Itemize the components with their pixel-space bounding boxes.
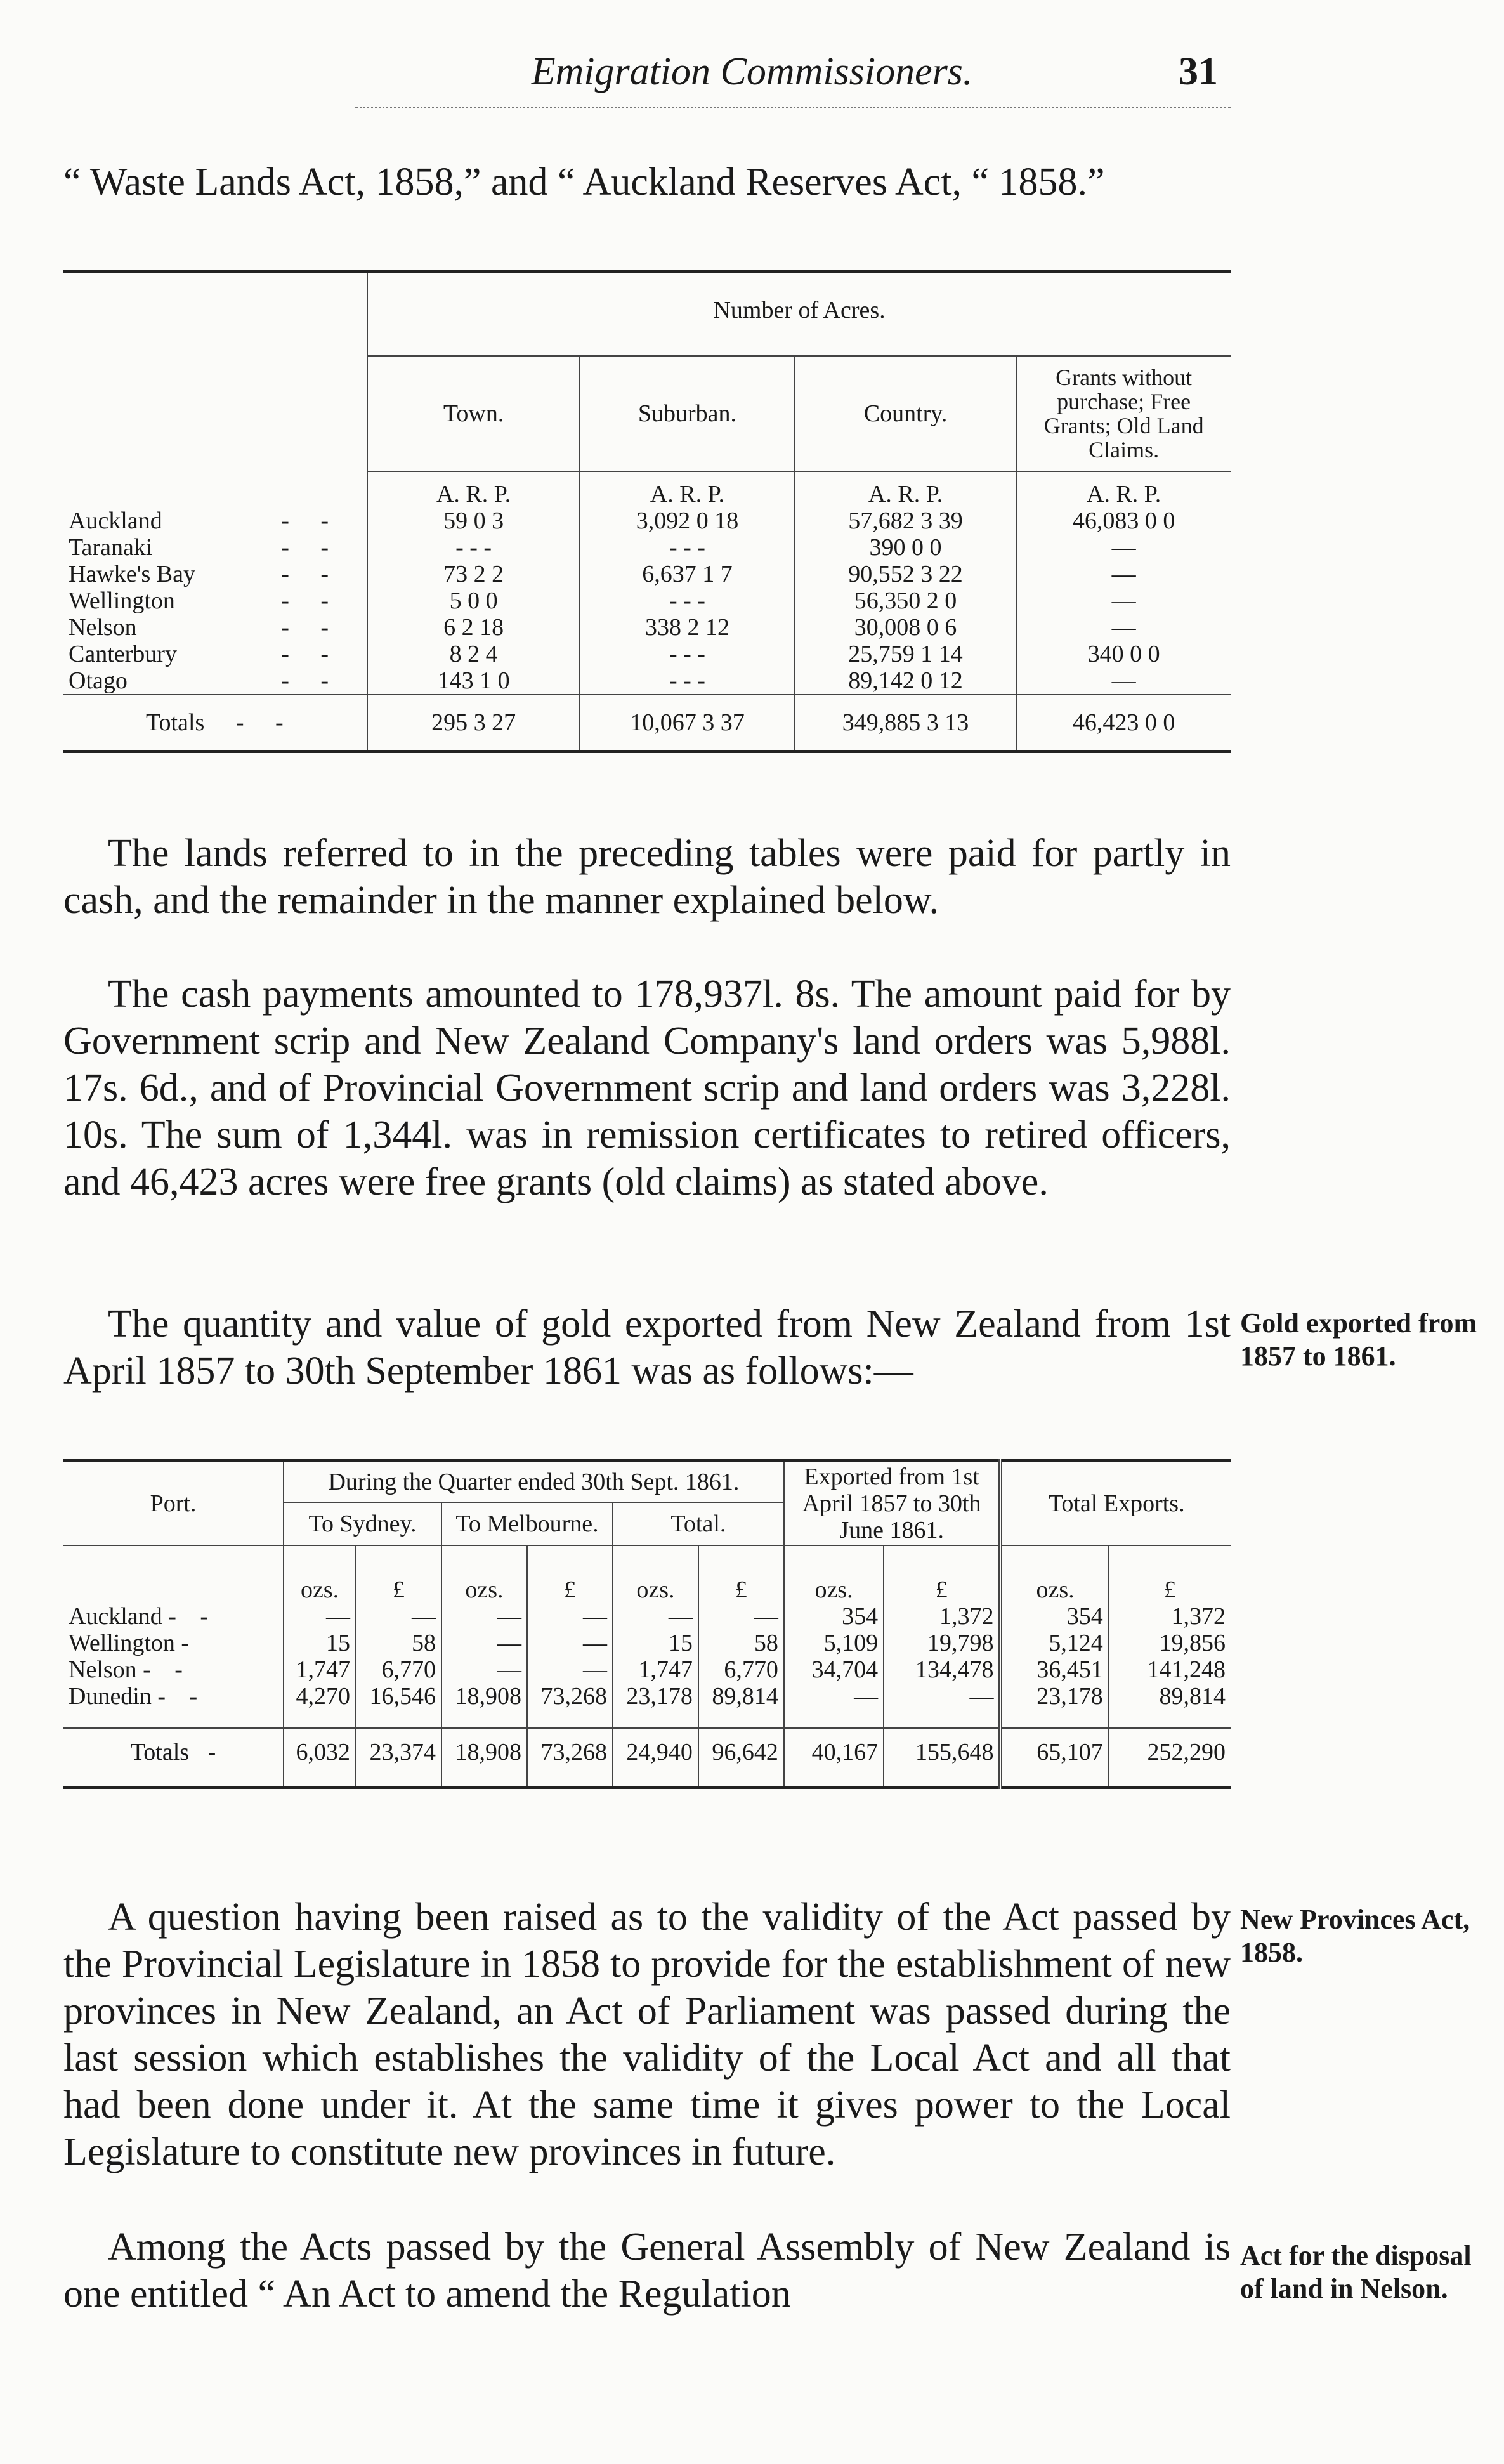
unit-pounds: £ [698, 1545, 784, 1603]
row-name: Hawke's Bay [69, 561, 195, 587]
col-town: Town. [367, 356, 580, 471]
unit-ozs: ozs. [1000, 1545, 1108, 1603]
paragraph-1: The lands referred to in the preceding tables were paid for partly in cash, and the remainder in the manner explained below. [63, 832, 1231, 922]
col-to-sydney: To Sydney. [284, 1502, 441, 1545]
col-exported: Exported from 1st April 1857 to 30th June 1861. [784, 1461, 1001, 1546]
total-grants: 46,423 0 0 [1016, 695, 1231, 752]
unit-ozs: ozs. [441, 1545, 527, 1603]
gold-table [63, 1459, 1231, 1789]
margin-note-provinces: New Provinces Act, 1858. [1240, 1904, 1470, 1968]
page-number: 31 [1179, 50, 1218, 93]
gold-row: Auckland - - — — — — — — 354 1,372 354 1,372 [63, 1603, 1231, 1630]
paragraph-4: A question having been raised as to the validity of the Act passed by the Provincial Legislature in 1858 to provide for the establishment of new provinces in New Zealand, an Act of Parliament was passed during the last session which establishes the validity of the Local Act and all that had been done under it. At the same time it gives power to the Local Legislature to constitute new provinces in future. [63, 1896, 1231, 2173]
total-town: 295 3 27 [367, 695, 580, 752]
units-country: A. R. P. [795, 471, 1016, 508]
col-suburban: Suburban. [580, 356, 795, 471]
col-to-melbourne: To Melbourne. [441, 1502, 613, 1545]
col-quarter: During the Quarter ended 30th Sept. 1861. [284, 1461, 784, 1503]
acres-table: Number of Acres. Town. Suburban. Country. Grants without purchase; Free Grants; Old Land Claims. A. R. P. A. R. P. A. R. P. A. R. P. Auckland Taranaki Hawke's Bay Wellington Nelson Canterbury Otago - - - - - - - - - - - - - - 59 0 3 - - - 73 2 2 5 0 0 6 2 18 8 2 4 143 1 0 3,092 0 18 - - - 6,637 1 7 - - - 338 2 12 - - - - - - 57,682 3 39 390 0 0 90,552 3 22 56,350 2 0 30,008 0 6 25,759 1 14 89,142 0 12 46,083 0 0 — — — — 340 0 0 — Totals - - 295 3 27 10,067 3 37 349,885 3 13 46,423 0 0 [63, 270, 1231, 753]
totals-label: Totals [146, 709, 205, 736]
country-values: 57,682 3 39 390 0 0 90,552 3 22 56,350 2 0 30,008 0 6 25,759 1 14 89,142 0 12 [795, 508, 1016, 695]
leader-dots: - - - - - - - - - - - - - - [281, 508, 342, 694]
row-name: Taranaki [69, 534, 153, 561]
gold-row: Wellington - 15 58 — — 15 58 5,109 19,798 5,124 19,856 [63, 1630, 1231, 1656]
unit-pounds: £ [884, 1545, 1000, 1603]
col-grants: Grants without purchase; Free Grants; Old Land Claims. [1016, 356, 1231, 471]
margin-note-nelson: Act for the disposal of land in Nelson. [1240, 2240, 1472, 2304]
col-total: Total. [613, 1502, 784, 1545]
paragraph-2: The cash payments amounted to 178,937l. 8s. The amount paid for by Government scrip and New Zealand Company's land orders was 5,988l. 17s. 6d., and of Provincial Government scrip and land orders was 3,228l. 10s. The sum of 1,344l. was in remission certificates to retired officers, and 46,423 acres were free grants (old claims) as stated above. [63, 973, 1231, 1203]
col-total-exports: Total Exports. [1000, 1461, 1231, 1546]
row-name: Auckland [69, 508, 162, 534]
province-names [63, 508, 265, 694]
row-name: Canterbury [69, 641, 177, 667]
gold-totals-row: Totals - 6,032 23,374 18,908 73,268 24,940 96,642 40,167 155,648 65,107 252,290 [63, 1728, 1231, 1788]
unit-ozs: ozs. [284, 1545, 356, 1603]
acres-title: Number of Acres. [367, 272, 1231, 357]
intro-text: “ Waste Lands Act, 1858,” and “ Auckland Reserves Act, “ 1858.” [63, 161, 1105, 204]
paragraph-5: Among the Acts passed by the General Assembly of New Zealand is one entitled “ An Act to amend the Regulation [63, 2225, 1231, 2316]
running-head: Emigration Commissioners. [531, 50, 973, 93]
town-values: 59 0 3 - - - 73 2 2 5 0 0 6 2 18 8 2 4 143 1 0 [367, 508, 580, 695]
grants-values: 46,083 0 0 — — — — 340 0 0 — [1016, 508, 1231, 695]
unit-ozs: ozs. [613, 1545, 698, 1603]
suburban-values: 3,092 0 18 - - - 6,637 1 7 - - - 338 2 12 - - - - - - [580, 508, 795, 695]
row-name: Nelson [69, 614, 137, 641]
col-port: Port. [150, 1490, 197, 1517]
margin-note-gold: Gold exported from 1857 to 1861. [1240, 1307, 1477, 1372]
row-name: Otago [69, 667, 128, 694]
total-suburban: 10,067 3 37 [580, 695, 795, 752]
unit-ozs: ozs. [784, 1545, 884, 1603]
unit-pounds: £ [1109, 1545, 1231, 1603]
units-town: A. R. P. [367, 471, 580, 508]
units-suburban: A. R. P. [580, 471, 795, 508]
gold-row: Nelson - - 1,747 6,770 — — 1,747 6,770 34,704 134,478 36,451 141,248 [63, 1656, 1231, 1683]
unit-pounds: £ [527, 1545, 613, 1603]
total-country: 349,885 3 13 [795, 695, 1016, 752]
gold-row: Dunedin - - 4,270 16,546 18,908 73,268 23,178 89,814 — — 23,178 89,814 [63, 1683, 1231, 1728]
row-name: Wellington [69, 587, 175, 614]
header-rule [355, 107, 1231, 108]
paragraph-3: The quantity and value of gold exported from New Zealand from 1st April 1857 to 30th September 1861 was as follows:— [63, 1302, 1231, 1393]
col-country: Country. [795, 356, 1016, 471]
unit-pounds: £ [356, 1545, 441, 1603]
units-grants: A. R. P. [1016, 471, 1231, 508]
